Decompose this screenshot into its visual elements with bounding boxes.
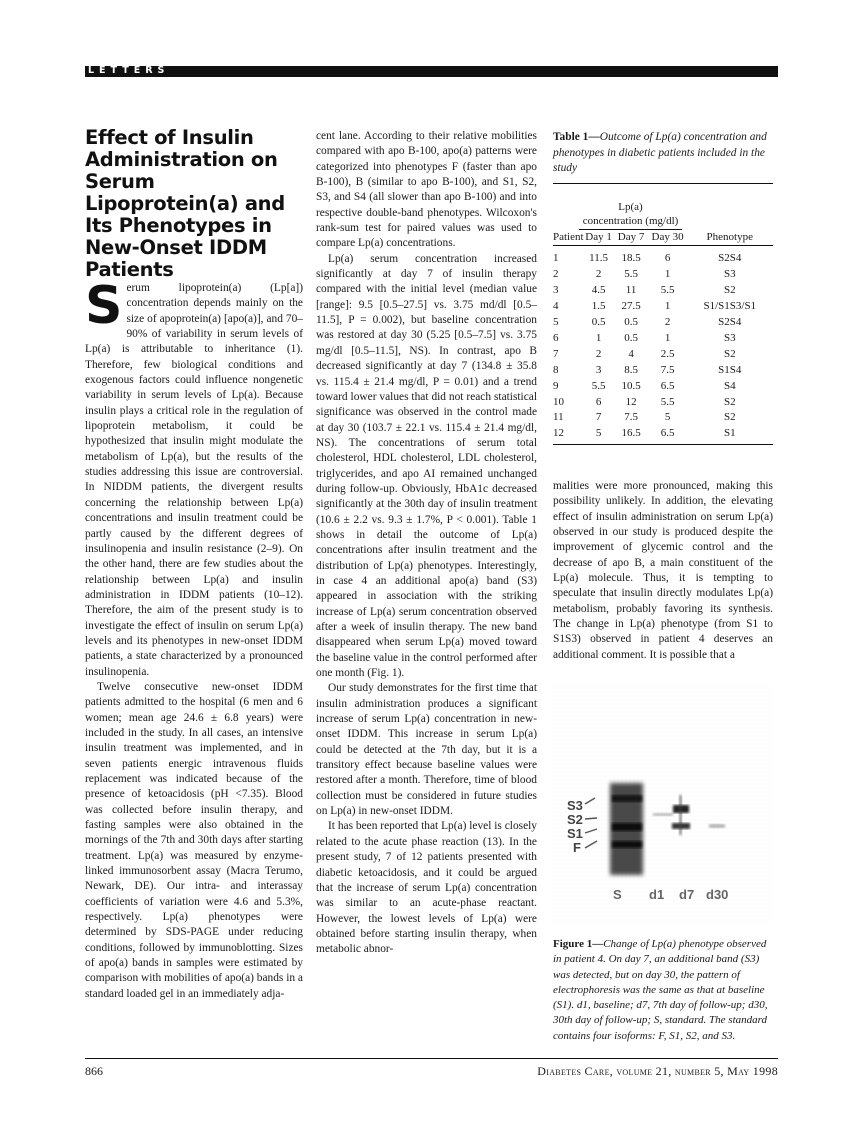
- paragraph-methods: Twelve consecutive new-onset IDDM patients admitted to the hospital (6 men and 6 women; mean age 24.6 ± 6.8 years) were included in the study. In all cases, an intensive insulin treatment was implemented, and in seven patients energic intravenous fluids replacement was indicated because of the presence of ketoacidosis (pH <7.35). Blood was collected before insulin therapy, and fasting samples were also obtained in the mornings of the 7th and 30th days after starting treatment. Lp(a) was measured by enzyme-linked immunosorbent assay (Macra Terumo, Newark, DE). Our intra- and interassay coefficients of variation were 4.6 and 5.3%, respectively. Lp(a) phenotypes were determined by SDS-PAGE under reducing conditions, followed by immunoblotting. Sizes of apo(a) bands in samples were estimated by comparison with mobilities of apo(a) bands in a standard loaded gel in an immediately adja-: [85, 680, 303, 1000]
- cell-day7: 0.5: [624, 331, 638, 344]
- cell-phenotype: S4: [723, 379, 736, 392]
- table-header-row: [553, 230, 773, 246]
- table-row: [553, 251, 773, 267]
- lane-d1-band: [653, 813, 673, 816]
- cell-phenotype: S2S4: [718, 316, 742, 329]
- lane-label-d7: d7: [679, 887, 695, 902]
- cell-patient: 10: [553, 395, 564, 408]
- paragraph-methods-cont: cent lane. According to their relative mobilities compared with apo B-100, apo(a) patterns were categorized into phenotypes F (faster than apo B-100), B (similar to apo B-100), and S1, S2, S3, and S4 (all slower than apo B-100) and into respective double-band phenotypes. Wilcoxon's rank-sum test for paired values was used to compare Lp(a) concentrations.: [316, 130, 537, 250]
- paragraph-discussion-3: malities were more pronounced, making this possibility unlikely. In addition, the elevating effect of insulin administration on serum Lp(a) observed in our study is produced despite the improvement of glycemic control and the decrease of apo B, a main constituent of the Lp(a) molecule. Thus, it is tempting to speculate that insulin directly modulates Lp(a) metabolism, probably favoring its synthesis. The change in Lp(a) phenotype (from S1 to S1S3) observed in patient 4 deserves an additional comment. It is possible that a: [553, 480, 773, 661]
- immunoblot-image: [553, 683, 773, 927]
- band-label-s2: S2: [567, 812, 583, 827]
- text-column-3: [553, 479, 773, 663]
- table-row: [553, 331, 773, 347]
- cell-patient: 3: [553, 284, 559, 297]
- cell-day30: 6: [664, 252, 671, 265]
- cell-phenotype: S1: [723, 427, 736, 440]
- figure-caption: [553, 937, 773, 1044]
- paragraph-discussion-2: It has been reported that Lp(a) level is closely related to the acute phase reaction (13). In the present study, 7 of 12 patients presented with diabetic ketoacidosis, and it could be argued that the increase of serum Lp(a) concentration was similar to an acute-phase reactant. However, the lowest levels of Lp(a) were obtained before starting insulin therapy, when metabolic abnor-: [316, 820, 537, 956]
- figure-label: Figure 1—: [553, 938, 604, 950]
- cell-day30: 5.5: [660, 284, 675, 297]
- cell-day30: 7.5: [660, 363, 675, 376]
- cell-day7: 16.5: [621, 427, 641, 440]
- cell-day1: 5: [595, 427, 602, 440]
- figure-1-gel-image: [553, 683, 773, 927]
- cell-day30: 1: [664, 300, 671, 313]
- cell-day7: 18.5: [621, 252, 641, 265]
- cell-day7: 7.5: [624, 411, 638, 424]
- page-number: 866: [85, 1064, 103, 1078]
- cell-day30: 5: [664, 411, 671, 424]
- cell-day1: 7: [595, 411, 602, 424]
- band-label-f: F: [573, 840, 581, 855]
- cell-patient: 4: [553, 300, 559, 313]
- cell-day1: 4.5: [591, 284, 606, 297]
- footer-rule: [85, 1058, 778, 1059]
- cell-day1: 6: [595, 395, 602, 408]
- table-row: [553, 347, 773, 363]
- paragraph-results: Lp(a) serum concentration increased significantly at day 7 of insulin therapy compared with the initial level (median value [range]: 9.5 [0.5–27.5] vs. 3.75 md/dl [0.5–11.5], P = 0.002), but baseline concentration was restored at day 30 (5.25 [0.5–7.5] vs. 3.75 mg/dl [0.5–11.5], NS). In contrast, apo B decreased significantly at day 7 (134.8 ± 35.8 vs. 115.4 ± 21.4 mg/dl, P = 0.01) and a trend toward lower values that did not reach statistical significance was observed in the control made at day 30 (103.7 ± 22.1 vs. 115.4 ± 21.4 mg/dl, NS). The concentrations of serum total cholesterol, HDL cholesterol, LDL cholesterol, triglycerides, and apo AI remained unchanged during follow-up. Obviously, HbA1c decreased significantly at the 30th day of insulin treatment (10.6 ± 2.2 vs. 9.3 ± 1.7%, P < 0.001). Table 1 shows in detail the outcome of Lp(a) concentrations after insulin treatment and the distribution of Lp(a) phenotypes. Interestingly, in case 4 an additional apo(a) band (S3) appeared in association with the striking increase of Lp(a) serum concentration observed after a week of insulin therapy. The new band disappeared when serum Lp(a) moved toward the baseline value in the control performed after one month (Fig. 1).: [316, 252, 537, 680]
- running-footer: Diabetes Care, volume 21, number 5, May 1998: [537, 1064, 778, 1078]
- article-title: Effect of Insulin Administration on Serum Lipoprotein(a) and Its Phenotypes in New-Onset IDDM Patients: [85, 126, 285, 281]
- lane-d30-band: [709, 824, 725, 828]
- cell-day1: 2: [595, 347, 602, 360]
- cell-day30: 6.5: [660, 427, 675, 440]
- cell-day30: 5.5: [660, 395, 675, 408]
- cell-day7: 4: [628, 347, 634, 360]
- column-header: Patient: [553, 230, 584, 246]
- cell-day7: 10.5: [621, 379, 641, 392]
- cell-patient: 9: [553, 379, 559, 392]
- table-bottom-rule: [553, 444, 773, 445]
- text-column-1: [85, 276, 303, 1002]
- cell-phenotype: S1S4: [718, 363, 742, 376]
- table-row: [553, 426, 773, 442]
- cell-day7: 12: [625, 395, 637, 408]
- band-label-s1: S1: [567, 826, 583, 841]
- cell-day1: 3: [595, 363, 602, 376]
- cell-day30: 6.5: [660, 379, 675, 392]
- paragraph-discussion-1: Our study demonstrates for the first time that insulin administration produces a significant increase of serum Lp(a) concentration in new-onset IDDM. This increase in serum Lp(a) could be detected at the 7th day, but it is a transitory effect because baseline values were restored after a month. Therefore, time of blood collection must be considered in future studies on Lp(a) in new-onset IDDM.: [316, 682, 537, 818]
- cell-phenotype: S3: [723, 268, 736, 281]
- table-row: [553, 363, 773, 379]
- cell-phenotype: S3: [723, 331, 736, 344]
- lane-label-d30: d30: [706, 887, 729, 902]
- cell-day1: 1.5: [591, 300, 606, 313]
- drop-cap: S: [85, 276, 123, 336]
- cell-day1: 2: [595, 268, 602, 281]
- cell-day7: 8.5: [624, 363, 638, 376]
- table-row: [553, 267, 773, 283]
- cell-phenotype: S2: [723, 347, 736, 360]
- cell-day30: 1: [664, 331, 671, 344]
- cell-day30: 2.5: [660, 347, 675, 360]
- figure-caption-text: Change of Lp(a) phenotype observed in patient 4. On day 7, an additional band (S3) was detected, but on day 30, the pattern of electrophoresis was the same as that at baseline (S1). d1, baseline; d7, 7th day of follow-up; d30, 30th day of follow-up; S, standard. The standard contains four isoforms: F, S1, S2, and S3.: [553, 938, 768, 1042]
- table-caption: [553, 130, 773, 177]
- lane-label-s: S: [613, 887, 622, 902]
- cell-day7: 11: [625, 284, 637, 297]
- cell-patient: 7: [553, 347, 559, 360]
- cell-patient: 6: [553, 331, 559, 344]
- table-row: [553, 395, 773, 411]
- table-row: [553, 410, 773, 426]
- table-row: [553, 379, 773, 395]
- cell-phenotype: S1/S1S3/S1: [703, 300, 757, 313]
- cell-day1: 0.5: [591, 316, 606, 329]
- paragraph-intro: [85, 276, 303, 680]
- cell-phenotype: S2S4: [718, 252, 742, 265]
- table-group-header-line-2: concentration (mg/dl): [579, 214, 682, 230]
- cell-day7: 5.5: [624, 268, 638, 281]
- table-caption-text: Outcome of Lp(a) concentration and phenotypes in diabetic patients included in the study: [553, 131, 767, 174]
- table-body: [553, 230, 773, 443]
- cell-day30: 2: [664, 316, 671, 329]
- cell-patient: 12: [553, 427, 564, 440]
- cell-patient: 1: [553, 252, 559, 265]
- section-label: LETTERS: [88, 65, 170, 76]
- table-1: [553, 130, 773, 445]
- table-group-header-line-1: Lp(a): [618, 200, 643, 213]
- cell-day1: 1: [595, 331, 602, 344]
- cell-day7: 27.5: [621, 300, 641, 313]
- cell-day1: 11.5: [589, 252, 608, 265]
- cell-patient: 2: [553, 268, 559, 281]
- table-row: [553, 299, 773, 315]
- column-header: Day 7: [614, 230, 649, 246]
- cell-patient: 5: [553, 316, 559, 329]
- cell-phenotype: S2: [723, 284, 736, 297]
- table-row: [553, 283, 773, 299]
- cell-day7: 0.5: [624, 316, 638, 329]
- column-header: Phenotype: [687, 230, 773, 246]
- cell-patient: 11: [553, 411, 564, 424]
- cell-phenotype: S2: [723, 411, 736, 424]
- cell-day30: 1: [664, 268, 671, 281]
- cell-patient: 8: [553, 363, 559, 376]
- text-column-2: [316, 129, 537, 958]
- cell-phenotype: S2: [723, 395, 736, 408]
- band-label-s3: S3: [567, 798, 583, 813]
- lane-label-d1: d1: [649, 887, 665, 902]
- intro-text: erum lipoprotein(a) (Lp[a]) concentration depends mainly on the size of apoprotein(a) [apo(a)], and 70–90% of variability in serum levels of Lp(a) is attributable to inheritance (1). Therefore, few biological conditions and exogenous factors could influence nongenetic variability in serum levels of Lp(a). Because insulin plays a critical role in the regulation of lipoprotein metabolism, it could be hypothesized that insulin might modulate the metabolism of Lp(a), but the results of the studies addressing this issue are controversial. In NIDDM patients, the divergent results concerning the relationship between Lp(a) concentrations and insulin treatment could be partly caused by the different degrees of insulinopenia and insulin resistance (2–9). On the other hand, there are few studies about the relationship between Lp(a) and insulin administration in IDDM patients (10–12). Therefore, the aim of the present study is to investigate the effect of insulin on serum Lp(a) levels and its phenotypes in new-onset IDDM patients, a state characterized by a pronounced insulinopenia.: [85, 282, 303, 678]
- column-header: Day 1: [584, 230, 614, 246]
- column-header: Day 30: [649, 230, 687, 246]
- table-label: Table 1—: [553, 131, 600, 143]
- cell-day1: 5.5: [591, 379, 606, 392]
- section-header-bar: [85, 66, 778, 77]
- table-row: [553, 315, 773, 331]
